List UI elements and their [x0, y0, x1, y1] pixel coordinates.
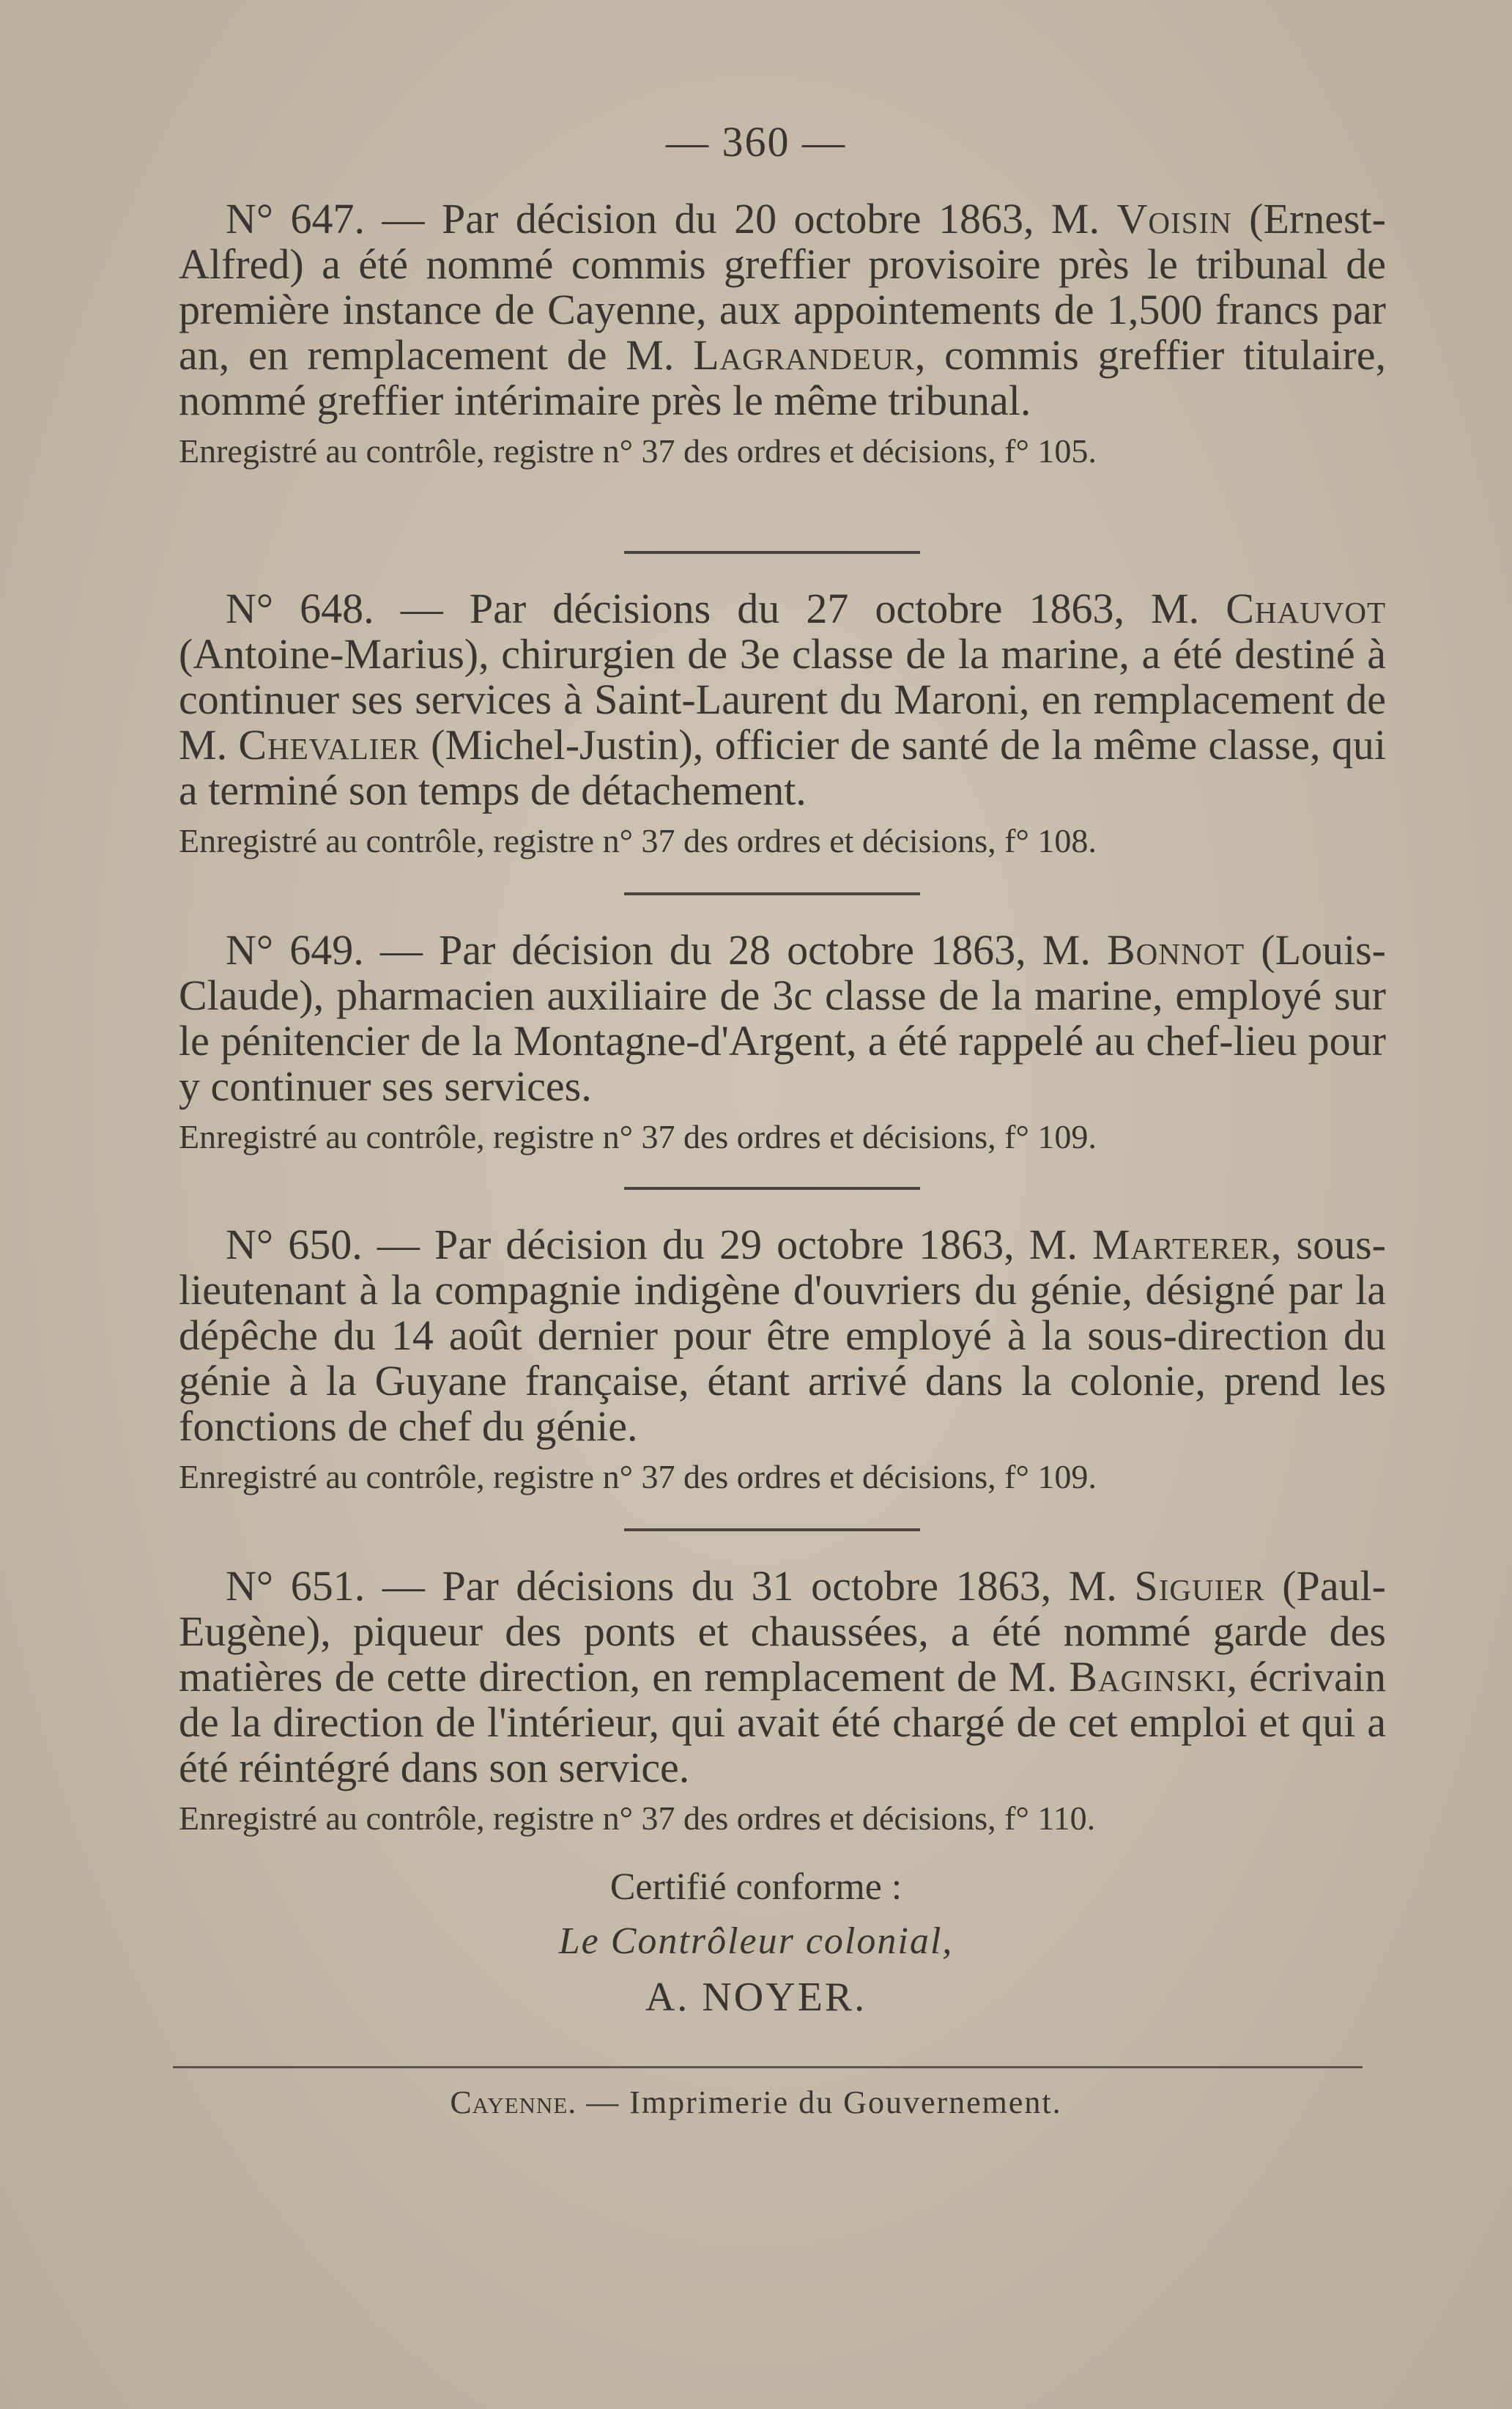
person-name: Chauvot: [1226, 585, 1386, 632]
signer-name: A. NOYER.: [645, 1975, 867, 2020]
entry-body: N° 651. — Par décisions du 31 octobre 1863, M. Siguier (Paul-Eugène), piqueur des ponts et chaussées, a été nommé garde des matières de cette direction, en remplacement de M. Baginski, écrivain de la direction de l'intérieur, qui avait été chargé de cet emploi et qui a été réintégré dans son service.: [179, 1562, 1386, 1791]
printer-imprint: [0, 2084, 1512, 2121]
entry-number: N° 648.: [226, 585, 374, 632]
certification-line: Certifié conforme :: [609, 1866, 903, 1908]
decision-entry-648: [179, 586, 1386, 862]
section-divider: [624, 1187, 920, 1190]
person-name: Bonnot: [1106, 926, 1245, 974]
person-name: Marterer: [1092, 1221, 1271, 1268]
footer-divider: [173, 2066, 1363, 2068]
person-name: Voisin: [1116, 195, 1232, 243]
entry-body: N° 647. — Par décision du 20 octobre 1863, M. Voisin (Ernest-Alfred) a été nommé commis greffier provisoire près le tribunal de première instance de Cayenne, aux appointements de 1,500 francs par an, en remplacement de M. Lagrandeur, commis greffier titulaire, nommé greffier intérimaire près le même tribunal.: [179, 195, 1386, 424]
person-name: Siguier: [1134, 1562, 1265, 1610]
entry-body: N° 649. — Par décision du 28 octobre 1863, M. Bonnot (Louis-Claude), pharmacien auxiliaire de 3c classe de la marine, employé sur le pénitencier de la Montagne-d'Argent, a été rappelé au chef-lieu pour y continuer ses services.: [179, 926, 1386, 1110]
section-divider: [624, 551, 920, 554]
entry-number: N° 649.: [226, 926, 364, 974]
registry-note: Enregistré au contrôle, registre n° 37 des ordres et décisions, f° 105.: [179, 432, 1097, 470]
registry-note: Enregistré au contrôle, registre n° 37 des ordres et décisions, f° 108.: [179, 822, 1097, 859]
person-name: Baginski: [1069, 1653, 1227, 1701]
entry-number: N° 651.: [226, 1562, 366, 1610]
decision-entry-650: [179, 1222, 1386, 1498]
decision-entry-651: [179, 1564, 1386, 1839]
registry-note: Enregistré au contrôle, registre n° 37 des ordres et décisions, f° 110.: [179, 1799, 1096, 1837]
person-name: Chevalier: [238, 721, 420, 769]
decision-entry-647: [179, 196, 1386, 472]
section-divider: [624, 892, 920, 895]
imprint-city: Cayenne.: [450, 2084, 577, 2120]
section-divider: [624, 1528, 920, 1531]
page-number: — 360 —: [666, 118, 846, 166]
entry-body: N° 648. — Par décisions du 27 octobre 1863, M. Chauvot (Antoine-Marius), chirurgien de 3e classe de la marine, a été destiné à continuer ses services à Saint-Laurent du Maroni, en remplacement de M. Chevalier (Michel-Justin), officier de santé de la même classe, qui a terminé son temps de détachement.: [179, 585, 1386, 814]
registry-note: Enregistré au contrôle, registre n° 37 des ordres et décisions, f° 109.: [179, 1458, 1097, 1495]
signer-title: Le Contrôleur colonial,: [558, 1920, 954, 1962]
imprint-printer: — Imprimerie du Gouvernement.: [577, 2084, 1062, 2120]
decision-entry-649: [179, 928, 1386, 1158]
entry-number: N° 650.: [226, 1221, 363, 1268]
entry-body: N° 650. — Par décision du 29 octobre 1863, M. Marterer, sous-lieutenant à la compagnie indigène d'ouvriers du génie, désigné par la dépêche du 14 août dernier pour être employé à la sous-direction du génie à la Guyane française, étant arrivé dans la colonie, prend les fonctions de chef du génie.: [179, 1221, 1386, 1450]
person-name: Lagrandeur: [693, 331, 915, 379]
entry-number: N° 647.: [226, 195, 366, 243]
registry-note: Enregistré au contrôle, registre n° 37 des ordres et décisions, f° 109.: [179, 1118, 1097, 1155]
